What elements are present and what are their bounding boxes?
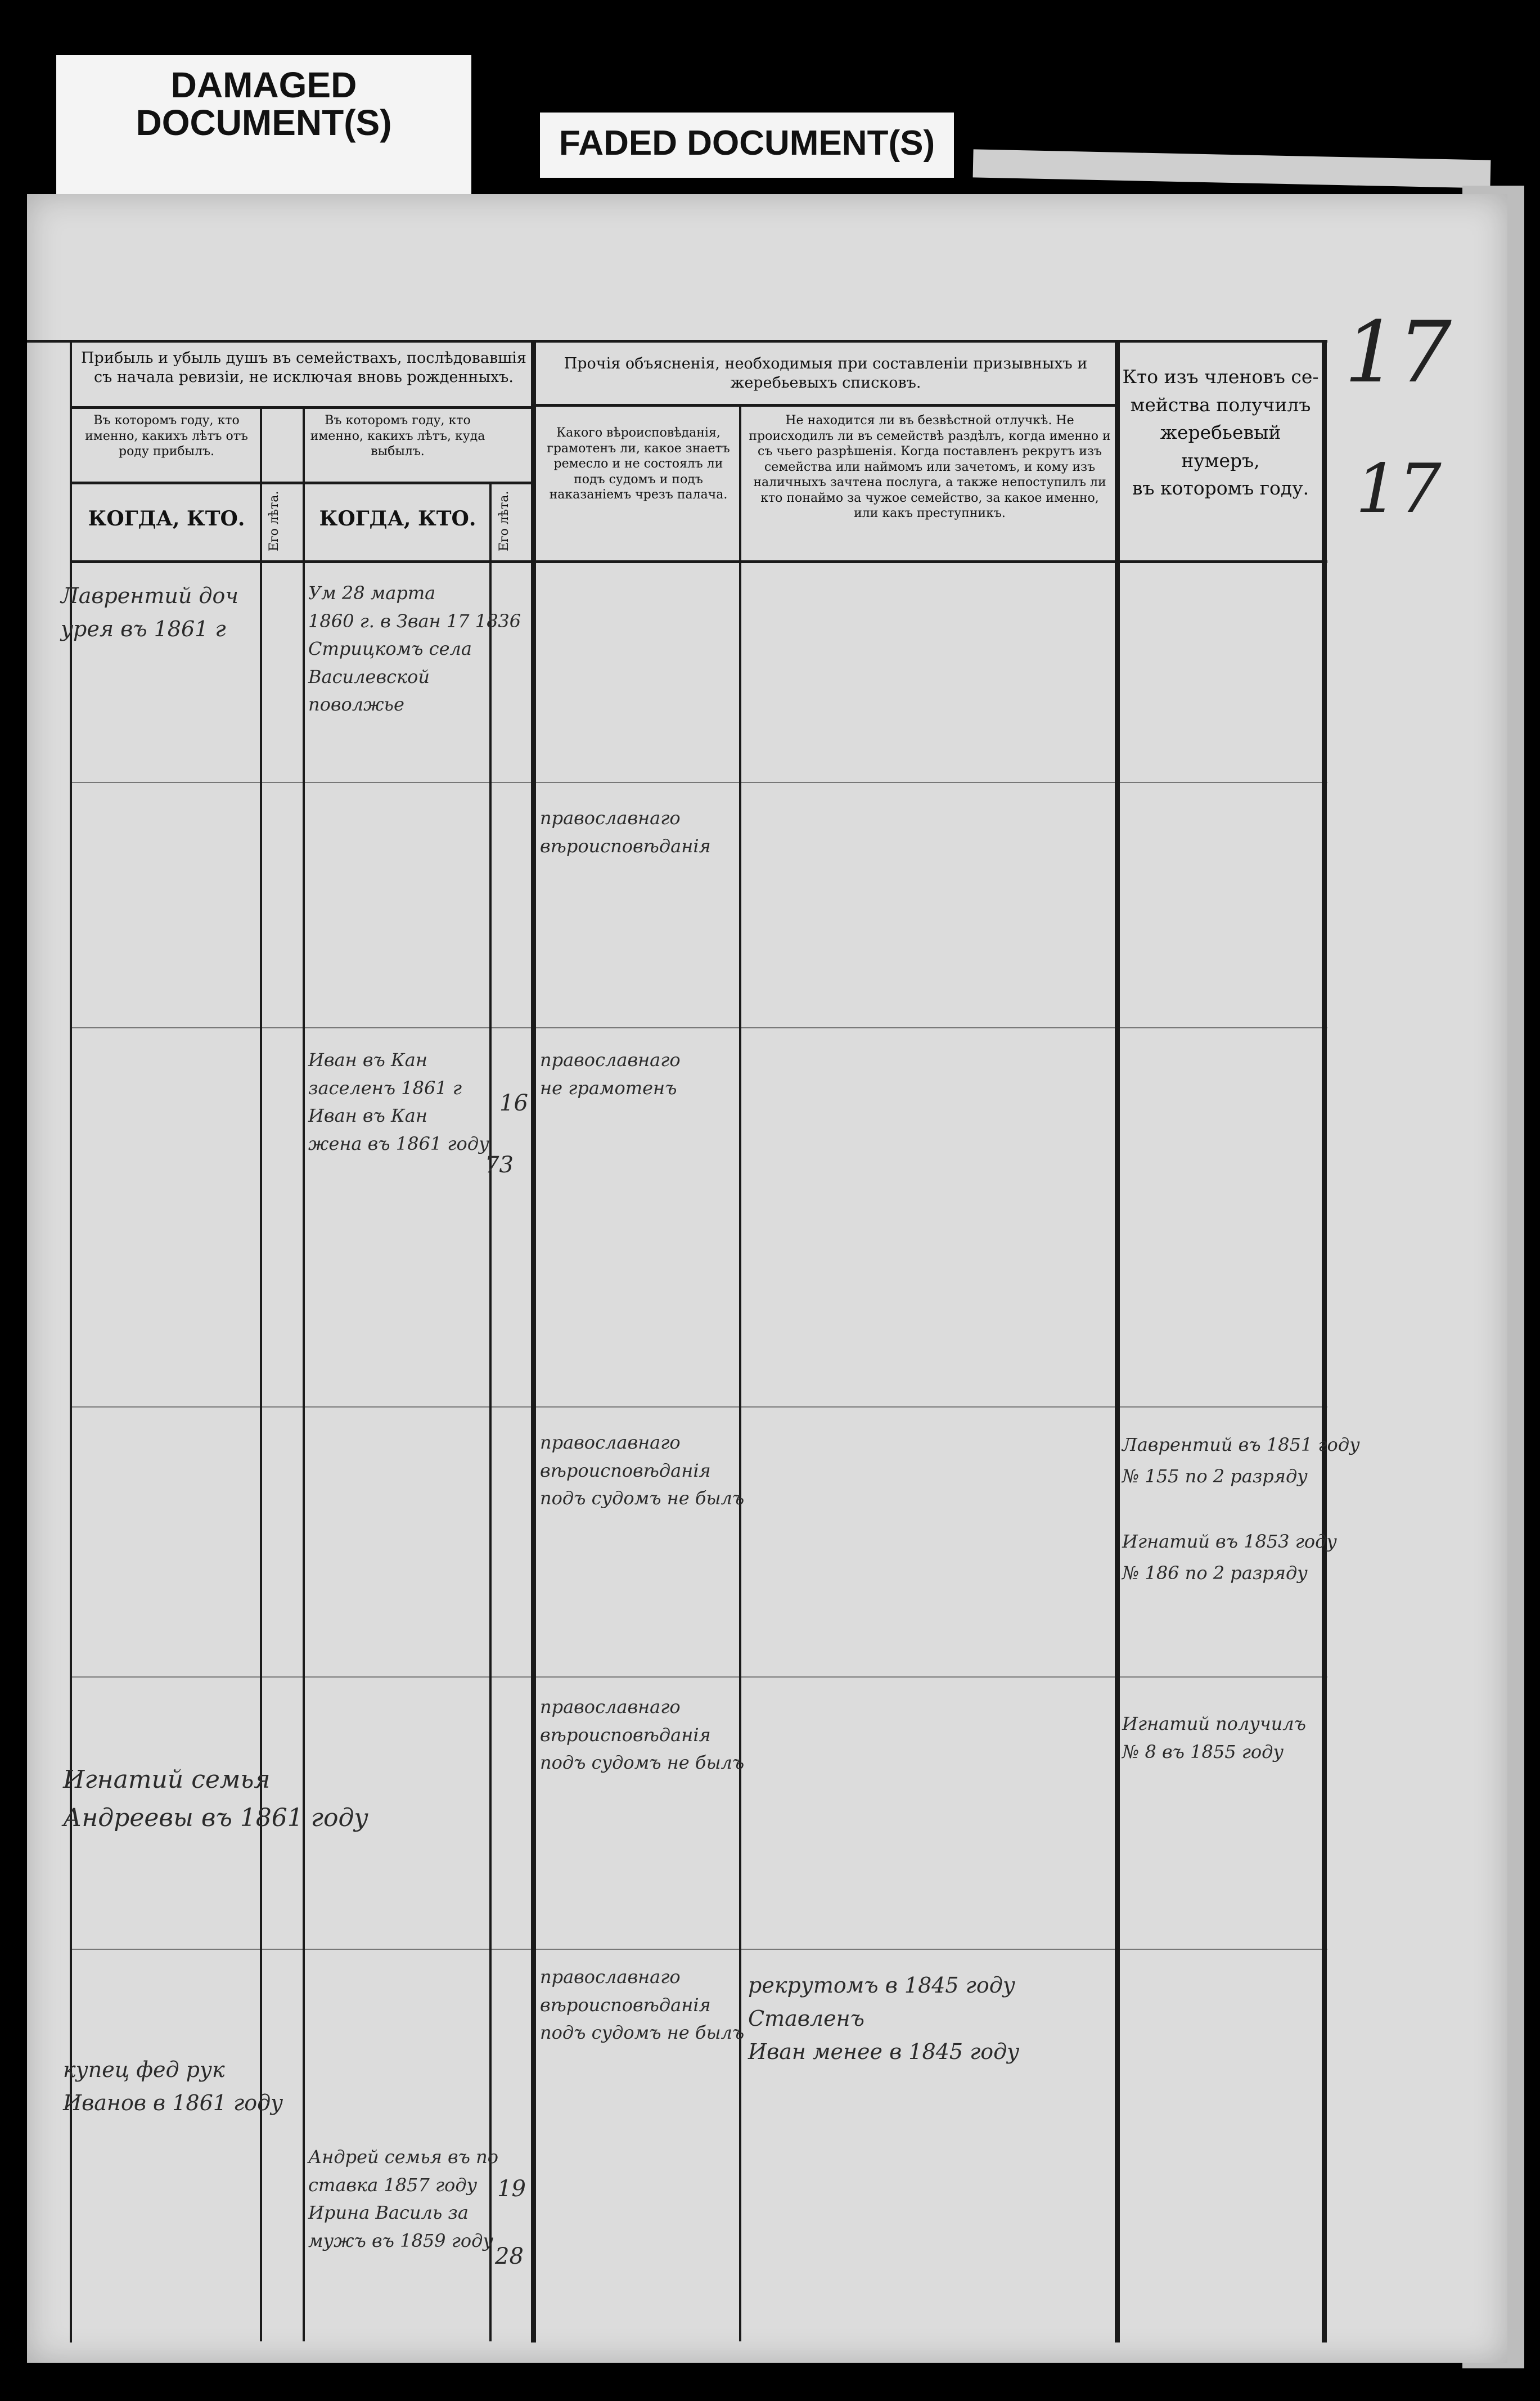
damaged-document-label: [56, 55, 471, 196]
row4-religion: [540, 1429, 744, 1513]
faded-document-label: FADED DOCUMENT(S): [540, 113, 954, 178]
row3-age-2: 73: [485, 1152, 514, 1178]
header-age-right: Его лѣта.: [497, 491, 511, 551]
handwritten-line: Лаврентий въ 1851 году: [1122, 1434, 1360, 1455]
handwritten-line: ставка 1857 году: [308, 2174, 478, 2196]
row6-arrived: [63, 2053, 283, 2120]
spacer: [1122, 1492, 1360, 1526]
handwritten-line: купец фед рук: [63, 2057, 225, 2082]
handwritten-line: Василевской: [308, 666, 430, 687]
column-line: [1322, 340, 1327, 2342]
handwritten-line: Ум 28 марта: [308, 582, 436, 604]
row2-religion: [540, 804, 711, 860]
damaged-label-line-2: DOCUMENT(S): [136, 102, 392, 143]
handwritten-line: православнаго: [540, 1049, 681, 1071]
header-departed: Въ которомъ году, кто именно, какихъ лѣтъ, куда выбылъ.: [310, 413, 485, 458]
handwritten-line: заселенъ 1861 г: [308, 1077, 462, 1099]
column-line: [489, 482, 492, 2341]
header-lot-line: жеребьевый нумеръ,: [1160, 421, 1281, 471]
handwritten-line: Стрицкомъ села: [308, 638, 472, 660]
header-kogda-kto-right: КОГДА, КТО.: [319, 507, 476, 530]
handwritten-line: № 155 по 2 разряду: [1122, 1465, 1308, 1487]
header-group2-title: Прочія объясненія, необходимыя при составленіи призывныхъ и жеребьевыхъ списковъ.: [564, 355, 1088, 392]
row3-religion: [540, 1046, 681, 1102]
row6-religion: [540, 1963, 744, 2047]
row1-departed: [308, 579, 521, 719]
handwritten-line: Андрей семья въ по: [308, 2146, 498, 2168]
header-religion: Какого вѣроисповѣданія, грамотенъ ли, какое знаетъ ремесло и не состоялъ ли подъ судомъ и подъ наказаніемъ чрезъ палача.: [547, 426, 730, 502]
handwritten-line: Ставленъ: [748, 2006, 864, 2031]
header-lot-line: мейства получилъ: [1130, 393, 1311, 416]
row3-departed: [308, 1046, 489, 1158]
handwritten-line: поволжье: [308, 694, 404, 716]
row3-age-1: 16: [499, 1090, 528, 1116]
table-top-border: [27, 340, 1327, 343]
column-line: [303, 406, 305, 2341]
column-line: [1115, 340, 1120, 2342]
handwritten-line: № 186 по 2 разряду: [1122, 1562, 1308, 1584]
handwritten-line: Андреевы въ 1861 году: [63, 1804, 368, 1833]
handwritten-line: Лаврентий доч: [61, 583, 238, 608]
header-group1-title: Прибыль и убыль душъ въ семействахъ, послѣдовавшія съ начала ревизіи, не исключая вновь рожденныхъ.: [81, 349, 526, 386]
header-lot-number: [1120, 363, 1321, 502]
page-number-mark: 17: [1344, 304, 1452, 402]
row5-lot: [1122, 1710, 1306, 1766]
row1-arrived: [61, 579, 238, 646]
row6-absence: [748, 1969, 1019, 2069]
damaged-label-line-1: DAMAGED: [170, 65, 357, 105]
header-kogda-kto-left: КОГДА, КТО.: [88, 507, 245, 530]
handwritten-line: православнаго: [540, 1432, 681, 1453]
handwritten-line: Иван въ Кан: [308, 1049, 427, 1071]
handwritten-line: православнаго: [540, 1696, 681, 1717]
handwritten-line: Иван менее в 1845 году: [748, 2039, 1020, 2064]
handwritten-line: 1860 г. в Зван 17 1836: [308, 610, 521, 632]
handwritten-line: Иван въ Кан: [308, 1105, 427, 1127]
handwritten-line: мужъ въ 1859 году: [308, 2229, 493, 2251]
handwritten-line: жена въ 1861 году: [308, 1132, 489, 1154]
handwritten-line: вѣроисповѣданія: [540, 1994, 711, 2016]
handwritten-line: подъ судомъ не былъ: [540, 1487, 745, 1509]
handwritten-line: Игнатий въ 1853 году: [1122, 1531, 1337, 1552]
page-number-mark-second: 17: [1356, 450, 1442, 528]
handwritten-line: православнаго: [540, 1966, 681, 1988]
page-top-edge: [973, 149, 1491, 188]
row5-arrived: [63, 1761, 368, 1837]
handwritten-line: Игнатий получилъ: [1122, 1713, 1306, 1734]
header-divider-group2: [534, 404, 1117, 407]
column-line: [739, 404, 741, 2341]
row5-religion: [540, 1693, 744, 1777]
row6-departed: [308, 2143, 498, 2255]
handwritten-line: рекрутомъ в 1845 году: [748, 1973, 1015, 1998]
handwritten-line: Ирина Василь за: [308, 2202, 469, 2224]
handwritten-line: Иванов в 1861 году: [63, 2090, 283, 2115]
header-lot-line: Кто изъ членовъ се-: [1122, 366, 1319, 388]
handwritten-line: урея въ 1861 г: [61, 616, 226, 641]
handwritten-line: православнаго: [540, 807, 681, 829]
header-lot-line: въ которомъ году.: [1132, 477, 1309, 499]
handwritten-line: подъ судомъ не былъ: [540, 2022, 745, 2044]
header-absence: Не находится ли въ безвѣстной отлучкѣ. Не происходилъ ли въ семействѣ раздѣлъ, когда именно и съ чьего разрѣшенія. Когда поставленъ рекрутъ изъ семейства или наймомъ или зачетомъ, и кому изъ наличныхъ зачтена послуга, а также непоступилъ ли кто понаймо за чужое семейство, за какое именно, или какъ преступникъ.: [749, 413, 1111, 520]
row6-age-1: 19: [497, 2176, 526, 2202]
header-arrived: Въ которомъ году, кто именно, какихъ лѣтъ отъ роду прибылъ.: [85, 413, 248, 458]
header-age-left: Его лѣта.: [267, 491, 281, 551]
handwritten-line: не грамотенъ: [540, 1077, 677, 1099]
handwritten-line: № 8 въ 1855 году: [1122, 1741, 1284, 1762]
handwritten-line: вѣроисповѣданія: [540, 1459, 711, 1481]
row4-lot: [1122, 1429, 1360, 1589]
handwritten-line: вѣроисповѣданія: [540, 835, 711, 857]
handwritten-line: Игнатий семья: [63, 1765, 271, 1794]
row6-age-2: 28: [495, 2243, 524, 2269]
column-line: [531, 340, 536, 2342]
handwritten-line: подъ судомъ не былъ: [540, 1752, 745, 1774]
column-line: [260, 406, 262, 2341]
handwritten-line: вѣроисповѣданія: [540, 1724, 711, 1746]
